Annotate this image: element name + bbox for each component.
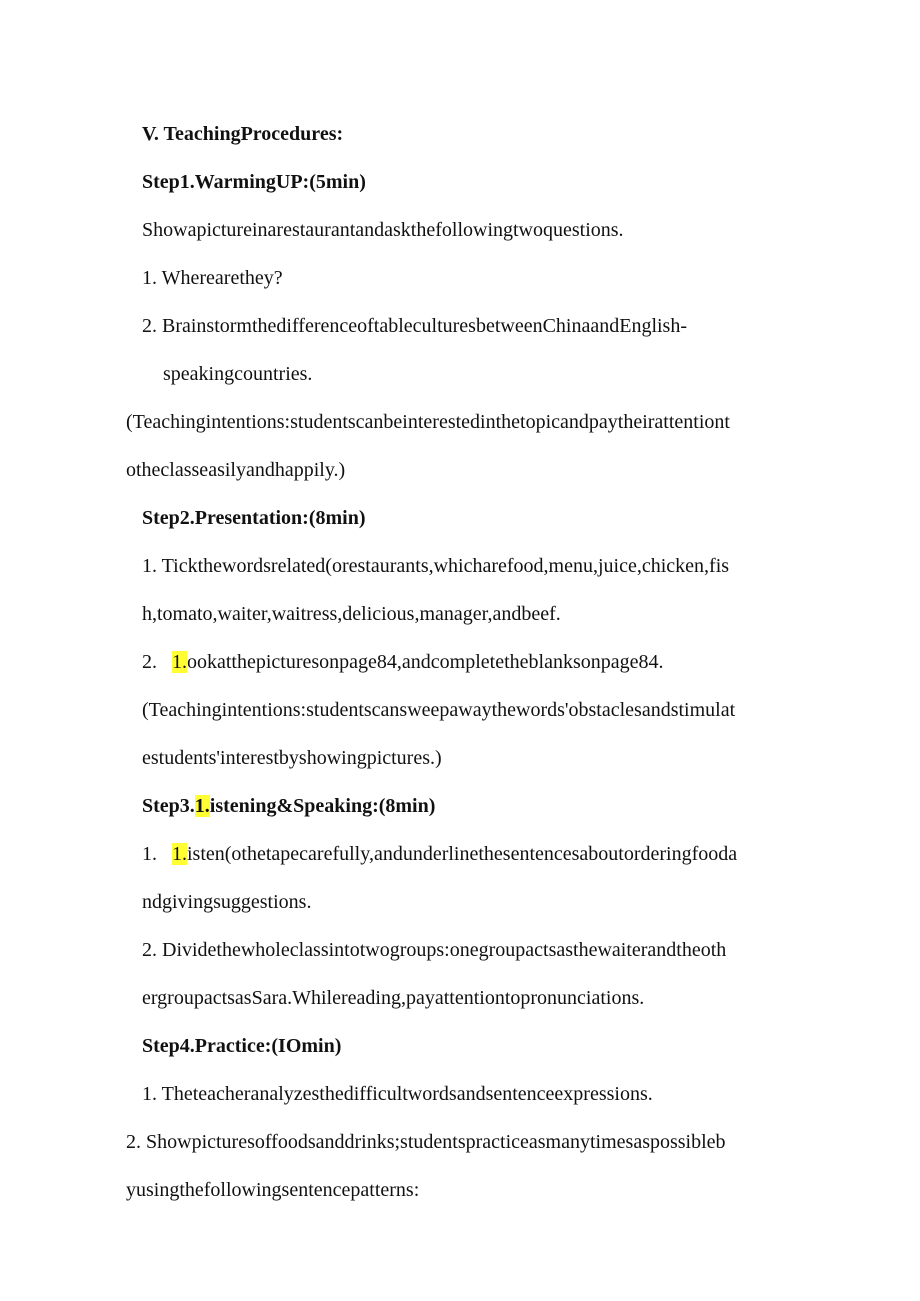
step1-intention-line2: otheclasseasilyandhappily.) bbox=[126, 459, 346, 481]
step2-heading: Step2.Presentation:(8min) bbox=[142, 507, 366, 529]
step2-item2 bbox=[142, 650, 664, 674]
step1-item2-line1: 2. BrainstormthedifferenceoftableculturesbetweenChinaandEnglish- bbox=[142, 315, 687, 337]
step3-item1 bbox=[142, 842, 737, 866]
step1-item2-line2: speakingcountries. bbox=[163, 363, 313, 385]
step3-item1-line2: ndgivingsuggestions. bbox=[142, 891, 312, 913]
step2-item1-line2: h,tomato,waiter,waitress,delicious,manager,andbeef. bbox=[142, 603, 561, 625]
step4-item2-line2: yusingthefollowingsentencepatterns: bbox=[126, 1179, 420, 1201]
step2-item1-line1: 1. Tickthewordsrelated(orestaurants,whicharefood,menu,juice,chicken,fis bbox=[142, 555, 730, 577]
step2-intention-line2: estudents'interestbyshowingpictures.) bbox=[142, 747, 442, 769]
step3-heading bbox=[142, 794, 435, 818]
step2-item2-number: 2. bbox=[142, 651, 172, 673]
step1-heading: Step1.WarmingUP:(5min) bbox=[142, 171, 366, 193]
step2-item2-text: ookatthepicturesonpage84,andcompletetheblanksonpage84. bbox=[187, 651, 664, 673]
step4-item2-line1: 2. Showpicturesoffoodsanddrinks;studentspracticeasmanytimesaspossibleb bbox=[126, 1131, 726, 1153]
step3-heading-text: istening&Speaking:(8min) bbox=[209, 795, 436, 817]
section-heading: V. TeachingProcedures: bbox=[142, 123, 344, 145]
highlight-mark: 1. bbox=[172, 651, 187, 673]
step2-intention-line1: (Teachingintentions:studentscansweepawaythewords'obstaclesandstimulat bbox=[142, 699, 736, 721]
highlight-mark: 1. bbox=[172, 843, 187, 865]
step1-intro: Showapictureinarestaurantandaskthefollowingtwoquestions. bbox=[142, 219, 624, 241]
step3-item1-text: isten(othetapecarefully,andunderlinethesentencesaboutorderingfooda bbox=[187, 843, 738, 865]
step3-heading-prefix: Step3. bbox=[142, 795, 195, 817]
step3-item2-line2: ergroupactsasSara.Whilereading,payattentiontopronunciations. bbox=[142, 987, 645, 1009]
step1-item1: 1. Wherearethey? bbox=[142, 267, 283, 289]
step3-item1-number: 1. bbox=[142, 843, 172, 865]
highlight-mark: 1. bbox=[194, 795, 210, 817]
step4-item1: 1. Theteacheranalyzesthedifficultwordsandsentenceexpressions. bbox=[142, 1083, 653, 1105]
step1-intention-line1: (Teachingintentions:studentscanbeinterestedinthetopicandpaytheirattentiont bbox=[126, 411, 730, 433]
step4-heading: Step4.Practice:(IOmin) bbox=[142, 1035, 342, 1057]
step3-item2-line1: 2. Dividethewholeclassintotwogroups:onegroupactsasthewaiterandtheoth bbox=[142, 939, 727, 961]
